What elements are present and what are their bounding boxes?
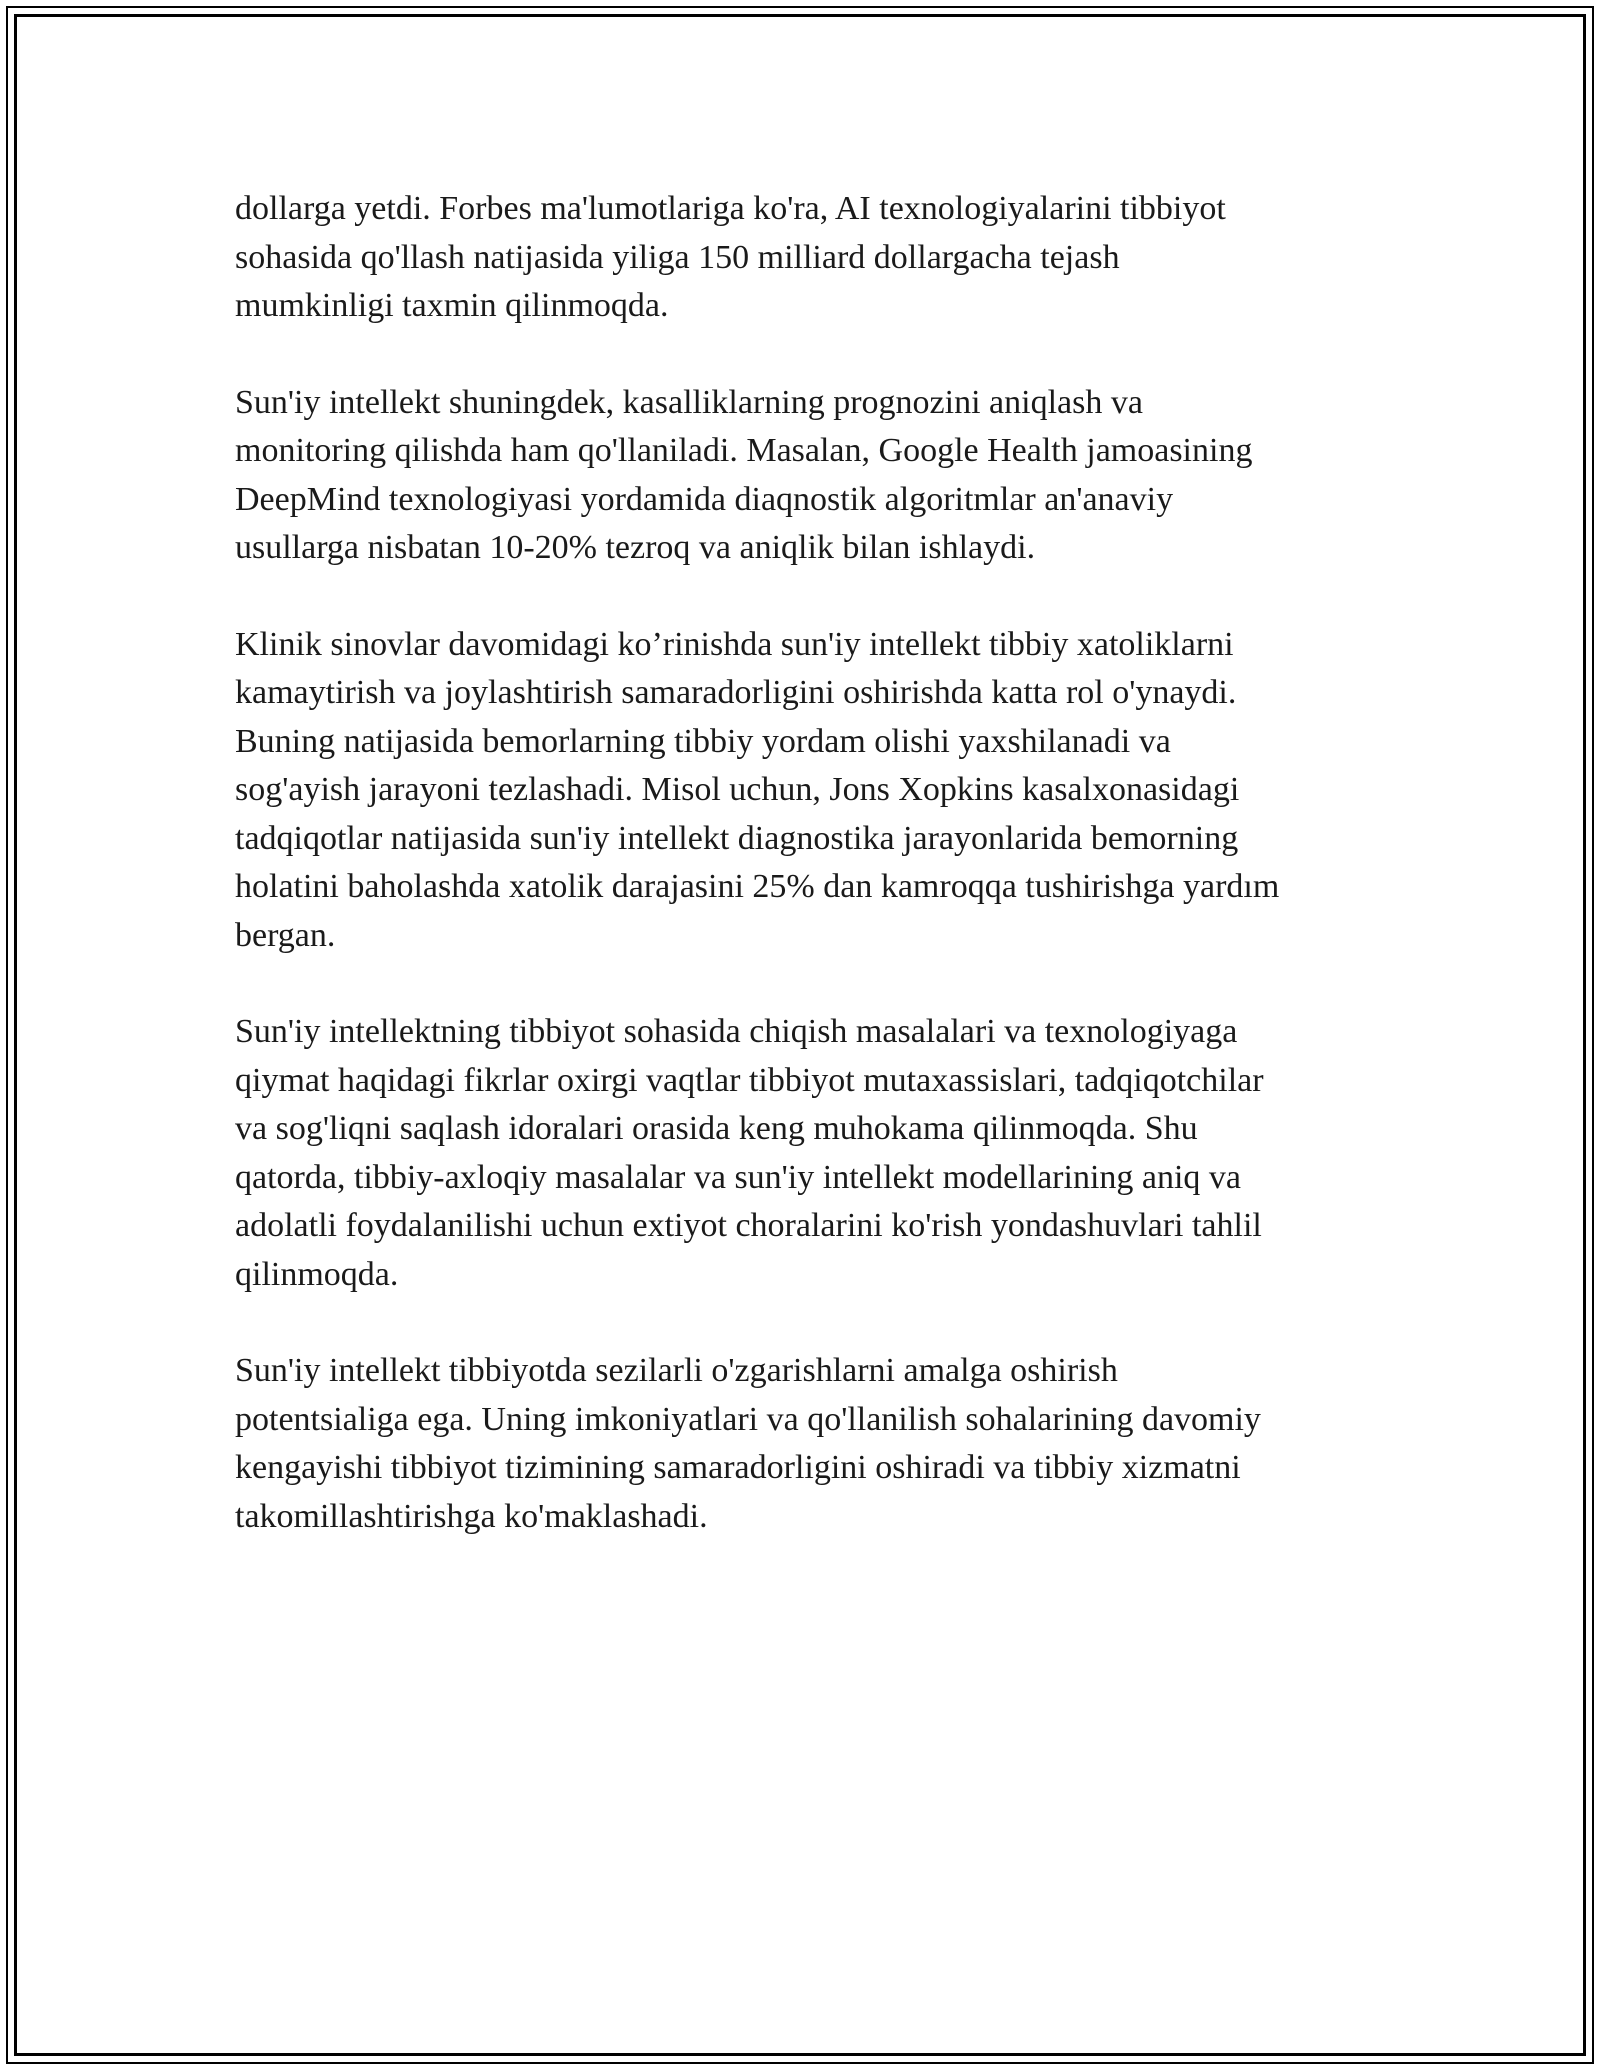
paragraph-5: Sun'iy intellekt tibbiyotda sezilarli o'zgarishlarni amalga oshirish potentsialiga ega. Uning imkoniyatlari va qo'llanilish sohalarining davomiy kengayishi tibbiyot tizimining samaradorligini oshiradi va tibbiy xizmatni takomillashtirishga ko'maklashadi. <box>235 1352 1261 1535</box>
document-body <box>235 185 1375 1541</box>
paragraph-1: dollarga yetdi. Forbes ma'lumotlariga ko'ra, AI texnologiyalarini tibbiyot sohasida qo'llash natijasida yiliga 150 milliard dollargacha tejash mumkinligi taxmin qilinmoqda. <box>235 190 1226 324</box>
paragraph-4: Sun'iy intellektning tibbiyot sohasida chiqish masalalari va texnologiyaga qiymat haqidagi fikrlar oxirgi vaqtlar tibbiyot mutaxassislari, tadqiqotchilar va sog'liqni saqlash idoralari orasida keng muhokama qilinmoqda. Shu qatorda, tibbiy-axloqiy masalalar va sun'iy intellekt modellarining aniq va adolatli foydalanilishi uchun extiyot choralarini ko'rish yondashuvlari tahlil qilinmoqda. <box>235 1013 1264 1293</box>
paragraph-2: Sun'iy intellekt shuningdek, kasalliklarning prognozini aniqlash va monitoring qilishda ham qo'llaniladi. Masalan, Google Health jamoasining DeepMind texnologiyasi yordamida diaqnostik algoritmlar an'anaviy usullarga nisbatan 10-20% tezroq va aniqlik bilan ishlaydi. <box>235 383 1253 566</box>
paragraph-3: Klinik sinovlar davomidagi ko’rinishda sun'iy intellekt tibbiy xatoliklarni kamaytirish va joylashtirish samaradorligini oshirishda katta rol o'ynaydi. Buning natijasida bemorlarning tibbiy yordam olishi yaxshilanadi va sog'ayish jarayoni tezlashadi. Misol uchun, Jons Xopkins kasalxonasidagi tadqiqotlar natijasida sun'iy intellekt diagnostika jarayonlarida bemorning holatini baholashda xatolik darajasini 25% dan kamroqqa tushirishga yardım bergan. <box>235 625 1280 954</box>
